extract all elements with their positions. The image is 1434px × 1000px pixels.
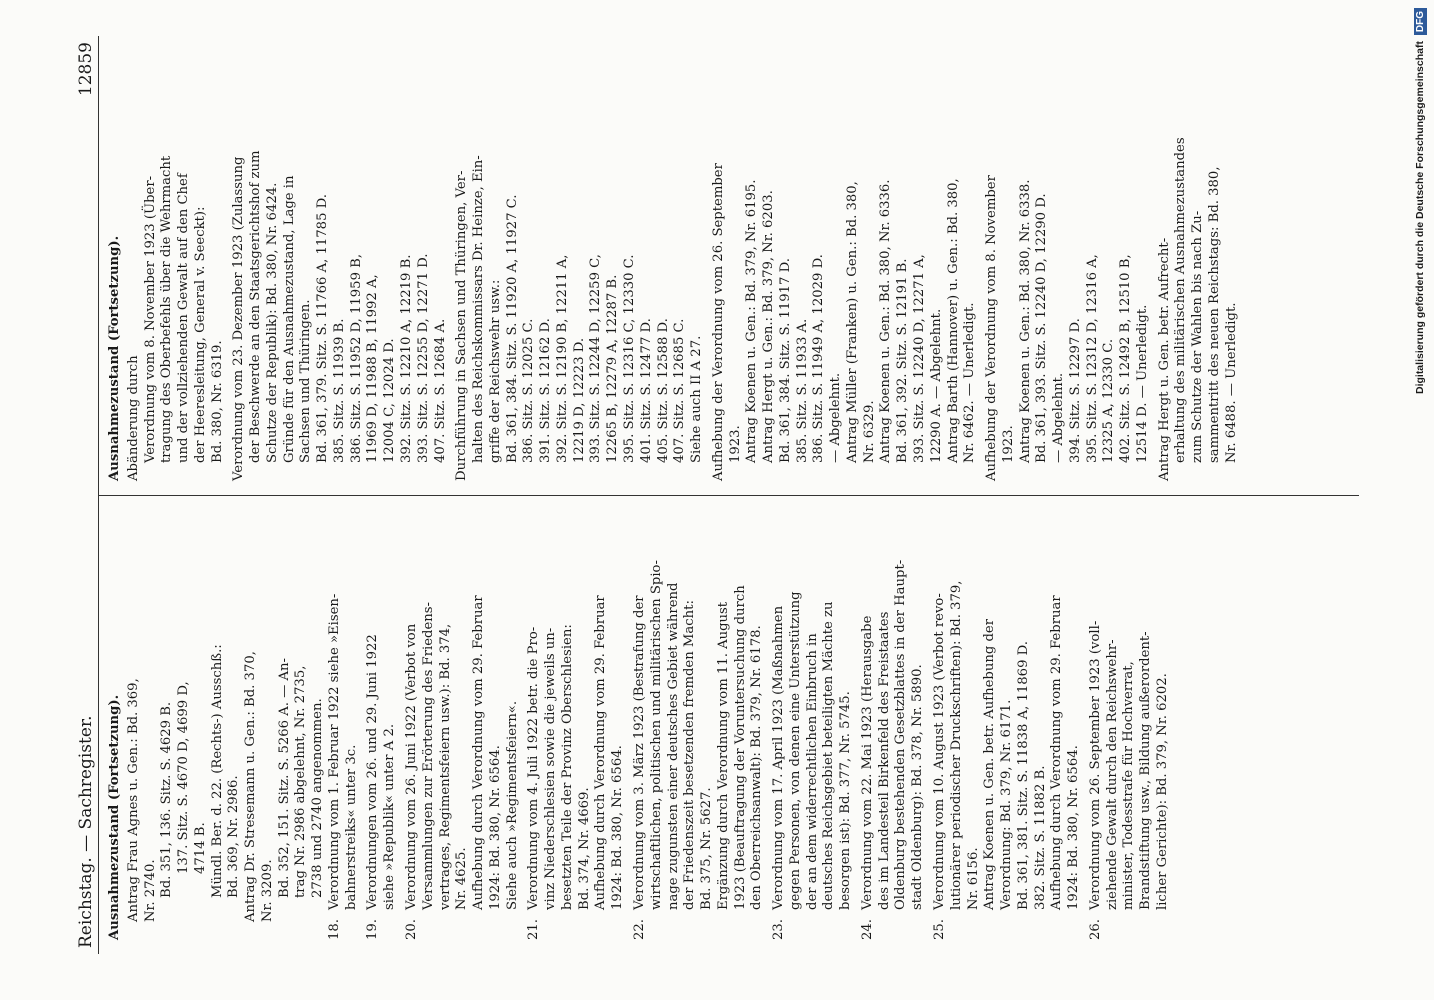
entry-line: 1924: Bd. 380, Nr. 6564. <box>610 745 626 910</box>
block-line: sammentritt des neuen Reichstags: Bd. 380, <box>1207 166 1222 463</box>
entry-number: 26. <box>1087 919 1103 940</box>
right-column-heading: Ausnahmezustand (Fortsetzung). <box>107 235 122 481</box>
entry-number: 19. <box>365 919 381 940</box>
block-line: 386. Sitz. S. 12025 C. <box>521 318 537 463</box>
block-line: Aufhebung der Verordnung vom 26. September <box>710 163 726 481</box>
block-line: Antrag Barth (Hannover) u. Gen.: Bd. 380, <box>945 178 961 463</box>
block-line: 395. Sitz. S. 12312 D, 12316 A, <box>1084 254 1100 463</box>
entry-line: des im Landesteil Birkenfeld des Freistaates <box>876 611 892 910</box>
two-column-body <box>99 36 1359 954</box>
block-line: tragung des Oberbefehls über die Wehrmacht <box>159 155 175 463</box>
block-line: 12004 C, 12024 D. <box>382 338 398 463</box>
index-line: Antrag Dr. Stresemann u. Gen.: Bd. 370, <box>243 651 259 922</box>
index-entry <box>860 510 927 940</box>
block-line: erhaltung des militärischen Ausnahmezustandes <box>1173 137 1189 463</box>
entry-line: Nr. 4625. <box>454 847 470 910</box>
entry-line: lutionärer periodischer Druckschriften): Bd. 379, <box>948 580 964 910</box>
left-top-lines <box>126 510 327 940</box>
entry-text <box>632 510 766 910</box>
entry-line: minister, Todesstrafe für Hochverrat, <box>1121 661 1137 910</box>
block-line: Nr. 6462. — Unerledigt. <box>962 302 978 463</box>
block-line: der Heeresleitung, General v. Seeckt): <box>192 206 208 463</box>
entry-number: 18. <box>326 919 342 940</box>
index-entry <box>365 510 399 940</box>
entry-line: Bd. 375, Nr. 5627. <box>699 787 715 910</box>
block-line: 12325 A, 12330 C. <box>1101 338 1117 463</box>
sidebar-credit <box>1410 8 1430 988</box>
entry-line: besetzten Teile der Provinz Oberschlesien: <box>559 624 575 910</box>
entry-number: 24. <box>859 919 875 940</box>
block-line: 385. Sitz. S. 11933 A. <box>794 318 810 463</box>
block-line: Antrag Koenen u. Gen.: Bd. 380, Nr. 6338. <box>1017 179 1033 463</box>
entry-line: den Oberreichsanwalt): Bd. 379, Nr. 6178. <box>749 625 765 910</box>
entry-line: Bd. 361, 381. Sitz. S. 11838 A, 11869 D. <box>1015 641 1031 910</box>
block-line: Antrag Koenen u. Gen.: Bd. 380, Nr. 6336. <box>878 179 894 463</box>
dfg-logo: DFG <box>1414 8 1427 35</box>
block-line: Siehe auch II A 27. <box>689 335 705 463</box>
block-line: Bd. 361, 392. Sitz. S. 12191 B. <box>895 258 911 463</box>
entry-line: besorgen ist): Bd. 377, Nr. 5745. <box>838 691 854 910</box>
entry-line: 382. Sitz. S. 11882 B. <box>1032 765 1048 910</box>
entry-line: Verordnung vom 26. September 1923 (voll- <box>1087 620 1103 910</box>
right-column <box>99 36 1359 495</box>
block-line: Aufhebung der Verordnung vom 8. November <box>984 175 1000 481</box>
block-line: 401. Sitz. S. 12477 D. <box>638 318 654 463</box>
block-line: Gründe für den Ausnahmezustand, Lage in <box>281 175 297 463</box>
entry-line: der an dem widerrechtlichen Einbruch in <box>804 633 820 910</box>
index-entry <box>932 510 1083 940</box>
block-line: und der vollziehenden Gewalt auf den Chef <box>176 173 192 463</box>
block-line: 395. Sitz. S. 12316 C, 12330 C. <box>621 254 637 463</box>
page-number: 12859 <box>76 42 96 97</box>
index-line: Nr. 3209. <box>259 859 275 922</box>
entry-line: stadt Oldenburg): Bd. 378, Nr. 5890. <box>910 664 926 910</box>
entry-line: siehe »Republik« unter A 2. <box>382 723 398 910</box>
block-line: 1923. <box>727 425 743 463</box>
index-block <box>984 50 1152 481</box>
block-line: Verordnung vom 8. November 1923 (Über- <box>142 175 158 463</box>
block-line: Nr. 6329. <box>861 400 877 463</box>
block-line: 393. Sitz. S. 12240 D, 12271 A, <box>911 254 927 463</box>
entry-line: Aufhebung durch Verordnung vom 29. Februar <box>593 595 609 910</box>
block-line: Abänderung durch <box>125 355 141 481</box>
block-line: 386. Sitz. S. 11952 D, 11959 B, <box>348 253 364 463</box>
block-line: 392. Sitz. S. 12210 A, 12219 B. <box>399 254 415 463</box>
entry-line: 1924: Bd. 380, Nr. 6564. <box>1066 745 1082 910</box>
block-line: 386. Sitz. S. 11949 A, 12029 D. <box>811 254 827 463</box>
block-line: 12290 A. — Abgelehnt. <box>928 308 944 463</box>
entry-line: Verordnung vom 26. Juni 1922 (Verbot von <box>404 623 420 910</box>
block-line: Bd. 361, 384. Sitz. S. 11917 D. <box>777 258 793 463</box>
block-line: 393. Sitz. S. 12244 D, 12259 C, <box>588 254 604 463</box>
entry-number: 23. <box>771 919 787 940</box>
entry-line: Ergänzung durch Verordnung vom 11. August <box>715 601 731 910</box>
block-line: 405. Sitz. S. 12588 D. <box>655 318 671 463</box>
block-line: 12265 B, 12279 A, 12287 B. <box>605 274 621 463</box>
entry-line: Verordnungen vom 26. und 29. Juni 1922 <box>365 634 381 910</box>
page-header <box>60 36 99 954</box>
left-column <box>99 495 1359 954</box>
block-line: 392. Sitz. S. 12190 B, 12211 A, <box>554 254 570 463</box>
index-entry <box>404 510 521 940</box>
index-line: Bd. 351, 136. Sitz. S. 4629 B. <box>159 701 175 898</box>
entry-text <box>365 510 399 910</box>
entry-line: Nr. 6156. <box>965 847 981 910</box>
index-block <box>1157 50 1241 481</box>
running-title: Reichstag. — Sachregister. <box>76 715 96 948</box>
block-line: 394. Sitz. S. 12297 D. <box>1067 318 1083 463</box>
entry-number: 20. <box>404 919 420 940</box>
entry-line: Versammlungen zur Erörterung des Friedens- <box>420 602 436 910</box>
block-line: Nr. 6488. — Unerledigt. <box>1223 302 1239 463</box>
index-line: Nr. 2740. <box>142 859 158 922</box>
entry-line: der Friedenszeit besetzenden fremden Macht: <box>682 600 698 910</box>
block-line: 393. Sitz. S. 12255 D, 12271 D. <box>415 253 431 463</box>
entry-line: vertrages, Regimentsfeiern usw.): Bd. 374, <box>437 623 453 910</box>
index-line: Mündl. Ber. d. 22. (Rechts-) Ausschß.: <box>209 644 225 898</box>
entry-line: licher Gerichte): Bd. 379, Nr. 6202. <box>1154 673 1170 910</box>
entry-line: Verordnung vom 22. Mai 1923 (Herausgabe <box>859 615 875 910</box>
entry-number: 21. <box>526 919 542 940</box>
entry-line: 1924: Bd. 380, Nr. 6564. <box>487 745 503 910</box>
right-column-blocks <box>126 50 1241 481</box>
block-line: Bd. 380, Nr. 6319. <box>209 340 225 463</box>
entry-text <box>404 510 521 910</box>
entry-line: bahnerstreiks« unter 3c. <box>343 744 359 910</box>
block-line: Sachsen und Thüringen. <box>298 299 314 463</box>
index-block <box>231 50 449 481</box>
entry-line: Aufhebung durch Verordnung vom 29. Februar <box>471 595 487 910</box>
entry-line: Oldenburg bestehenden Gesetzblattes in der Haupt- <box>893 559 909 910</box>
left-column-heading: Ausnahmezustand (Fortsetzung). <box>107 694 122 940</box>
entry-line: Antrag Koenen u. Gen. betr. Aufhebung der <box>982 618 998 910</box>
sidebar-credit-text: Digitalisierung gefördert durch die Deutsche Forschungsgemeinschaft <box>1414 41 1426 395</box>
block-line: Verordnung vom 23. Dezember 1923 (Zulassung <box>231 156 247 481</box>
entry-line: deutsches Reichsgebiet beteiligten Mächte zu <box>821 601 837 910</box>
entry-line: vinz Niederschlesien sowie die jeweils un- <box>543 627 559 910</box>
entry-text <box>771 510 855 910</box>
block-line: Durchführung in Sachsen und Thüringen, Ver- <box>454 170 470 481</box>
entry-text <box>1088 510 1172 910</box>
block-line: Antrag Koenen u. Gen.: Bd. 379, Nr. 6195. <box>744 179 760 463</box>
index-line: Antrag Frau Agnes u. Gen.: Bd. 369, <box>125 678 141 922</box>
index-entry <box>632 510 766 940</box>
digitization-sidebar <box>1410 8 1430 988</box>
entry-line: 1923 (Beauftragung der Voruntersuchung durch <box>732 585 748 910</box>
index-entry <box>1088 510 1172 940</box>
block-line: Schutze der Republik): Bd. 380, Nr. 6424. <box>264 182 280 463</box>
rotated-document-page <box>50 20 1380 970</box>
index-line: Bd. 369, Nr. 2986. <box>226 775 242 898</box>
block-line: Bd. 361, 379. Sitz. S. 11766 A, 11785 D. <box>315 194 331 463</box>
entry-text <box>860 510 927 910</box>
block-line: der Beschwerde an den Staatsgerichtshof zum <box>248 150 264 463</box>
entry-line: Brandstiftung usw., Bildung außerordent- <box>1138 631 1154 910</box>
index-line: 137. Sitz. S. 4670 D, 4699 D, <box>176 681 192 874</box>
block-line: 391. Sitz. S. 12162 D. <box>538 318 554 463</box>
entry-line: Siehe auch »Regimentsfeiern«. <box>504 700 520 910</box>
index-line: 4714 B. <box>192 822 208 874</box>
index-line: 2738 und 2740 angenommen. <box>310 698 326 898</box>
entry-line: Verordnung vom 10. August 1923 (Verbot revo- <box>931 593 947 910</box>
block-line: Antrag Hergt u. Gen.: Bd. 379, Nr. 6203. <box>761 190 777 463</box>
entry-line: Verordnung vom 3. März 1923 (Bestrafung der <box>631 595 647 910</box>
block-line: Bd. 361, 393. Sitz. S. 12240 D, 12290 D. <box>1034 193 1050 463</box>
left-numbered-entries <box>327 510 1172 940</box>
index-entry <box>771 510 855 940</box>
block-line: 1923. <box>1000 425 1016 463</box>
entry-line: Bd. 374, Nr. 4669. <box>576 787 592 910</box>
entry-line: wirtschaftlichen, politischen und militärischen Spio- <box>648 560 664 910</box>
block-line: 407. Sitz. S. 12685 C. <box>672 318 688 463</box>
block-line: — Abgelehnt. <box>828 372 844 463</box>
entry-line: Aufhebung durch Verordnung vom 29. Februar <box>1049 595 1065 910</box>
block-line: 11969 D, 11988 B, 11992 A, <box>365 274 381 463</box>
entry-line: Verordnung vom 1. Februar 1922 siehe »Eisen- <box>326 593 342 910</box>
entry-number: 22. <box>631 919 647 940</box>
block-line: 402. Sitz. S. 12492 B, 12510 B, <box>1118 254 1134 463</box>
block-line: Antrag Hergt u. Gen. betr. Aufrecht- <box>1156 237 1172 481</box>
block-line: griffe der Reichswehr usw.: <box>487 279 503 463</box>
block-line: 407. Sitz. S. 12684 A. <box>432 318 448 463</box>
entry-text <box>327 510 361 910</box>
block-line: Antrag Müller (Franken) u. Gen.: Bd. 380, <box>844 181 860 463</box>
index-block <box>126 50 227 481</box>
index-line: Bd. 352, 151. Sitz. S. 5266 A. — An- <box>276 658 292 898</box>
block-line: 12514 D. — Unerledigt. <box>1134 304 1150 463</box>
block-line: zum Schutze der Wahlen bis nach Zu- <box>1190 210 1206 463</box>
entry-line: nage zugunsten einer deutsches Gebiet während <box>665 582 681 910</box>
entry-line: Verordnung vom 4. Juli 1922 betr. die Pro- <box>526 626 542 910</box>
block-line: halten des Reichskommissars Dr. Heinze, Ein- <box>471 155 487 463</box>
block-line: Bd. 361, 384. Sitz. S. 11920 A, 11927 C. <box>504 194 520 463</box>
entry-line: Verordnung: Bd. 379, Nr. 6171. <box>999 699 1015 910</box>
entry-line: ziehende Gewalt durch den Reichswehr- <box>1104 639 1120 910</box>
index-entry <box>526 510 627 940</box>
block-line: 12219 D, 12223 D. <box>571 337 587 463</box>
entry-line: gegen Personen, von denen eine Unterstützung <box>787 591 803 910</box>
block-line: — Abgelehnt. <box>1051 372 1067 463</box>
index-line: trag Nr. 2986 abgelehnt, Nr. 2735, <box>293 665 309 898</box>
index-entry <box>327 510 361 940</box>
entry-text <box>932 510 1083 910</box>
entry-number: 25. <box>931 919 947 940</box>
index-block <box>711 50 979 481</box>
block-line: 385. Sitz. S. 11939 B. <box>331 318 347 463</box>
entry-text <box>526 510 627 910</box>
entry-line: Verordnung vom 17. April 1923 (Maßnahmen <box>771 605 787 910</box>
index-block <box>454 50 705 481</box>
